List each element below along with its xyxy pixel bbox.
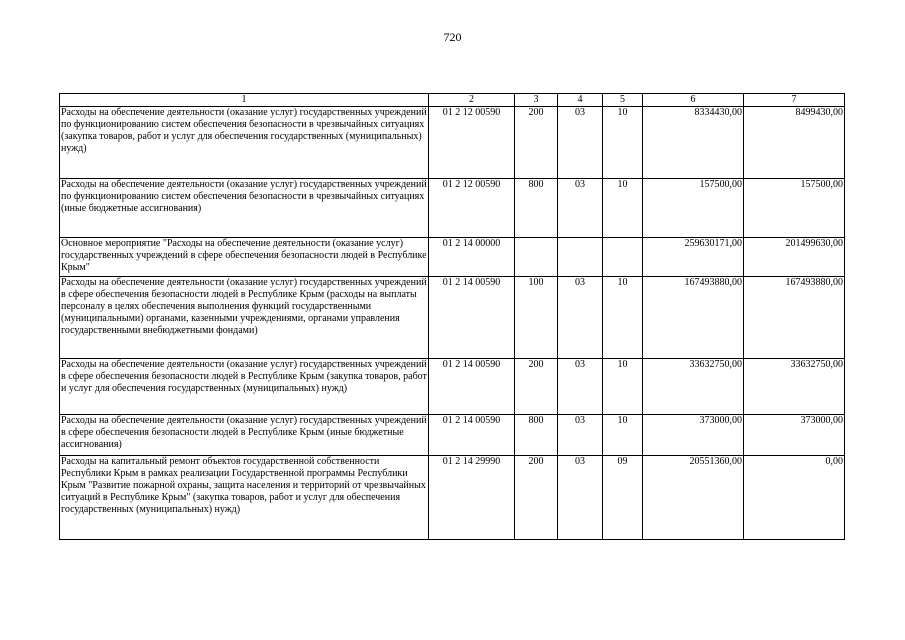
- row-csr-code: 01 2 14 29990: [429, 456, 515, 540]
- header-cell: 2: [429, 94, 515, 107]
- header-cell: 5: [603, 94, 643, 107]
- row-csr-code: 01 2 12 00590: [429, 179, 515, 238]
- row-csr-code: 01 2 14 00590: [429, 277, 515, 359]
- budget-table: [59, 93, 845, 540]
- table-row: [60, 238, 845, 277]
- row-sum-col6: 8334430,00: [643, 107, 744, 179]
- row-vr-code: 800: [515, 415, 558, 456]
- row-description: Расходы на обеспечение деятельности (оказание услуг) государственных учреждений в сфере обеспечения безопасности людей в Республике Крым (закупка товаров, работ и услуг для обеспечения государственных (муниципальных) нужд): [60, 359, 429, 415]
- row-pr-code: [603, 238, 643, 277]
- row-csr-code: 01 2 12 00590: [429, 107, 515, 179]
- row-description: Основное мероприятие "Расходы на обеспечение деятельности (оказание услуг) государственных учреждений в сфере обеспечения безопасности людей в Республике Крым": [60, 238, 429, 277]
- row-sum-col6: 20551360,00: [643, 456, 744, 540]
- row-vr-code: 100: [515, 277, 558, 359]
- row-sum-col7: 373000,00: [744, 415, 845, 456]
- header-cell: 3: [515, 94, 558, 107]
- row-sum-col6: 157500,00: [643, 179, 744, 238]
- row-sum-col6: 373000,00: [643, 415, 744, 456]
- header-cell: 6: [643, 94, 744, 107]
- row-sum-col7: 33632750,00: [744, 359, 845, 415]
- table-row: [60, 456, 845, 540]
- table-row: [60, 107, 845, 179]
- row-rz-code: [558, 238, 603, 277]
- row-vr-code: 200: [515, 456, 558, 540]
- header-cell: 1: [60, 94, 429, 107]
- row-rz-code: 03: [558, 107, 603, 179]
- row-description: Расходы на обеспечение деятельности (оказание услуг) государственных учреждений в сфере обеспечения безопасности людей в Республике Крым (расходы на выплаты персоналу в целях обеспечения выполнения функций государственными (муниципальными) органами, казенными учреждениями, органами управления государственными внебюджетными фондами): [60, 277, 429, 359]
- table-row: [60, 277, 845, 359]
- table-row: [60, 179, 845, 238]
- row-description: Расходы на обеспечение деятельности (оказание услуг) государственных учреждений в сфере обеспечения безопасности людей в Республике Крым (иные бюджетные ассигнования): [60, 415, 429, 456]
- row-csr-code: 01 2 14 00000: [429, 238, 515, 277]
- row-rz-code: 03: [558, 179, 603, 238]
- row-sum-col6: 167493880,00: [643, 277, 744, 359]
- row-rz-code: 03: [558, 359, 603, 415]
- row-csr-code: 01 2 14 00590: [429, 415, 515, 456]
- row-sum-col7: 157500,00: [744, 179, 845, 238]
- row-sum-col7: 8499430,00: [744, 107, 845, 179]
- page-number: 720: [443, 30, 462, 44]
- row-vr-code: 200: [515, 107, 558, 179]
- row-pr-code: 10: [603, 415, 643, 456]
- row-sum-col7: 201499630,00: [744, 238, 845, 277]
- row-csr-code: 01 2 14 00590: [429, 359, 515, 415]
- row-vr-code: [515, 238, 558, 277]
- row-pr-code: 10: [603, 107, 643, 179]
- row-vr-code: 200: [515, 359, 558, 415]
- table-row: [60, 415, 845, 456]
- row-sum-col7: 0,00: [744, 456, 845, 540]
- row-rz-code: 03: [558, 277, 603, 359]
- row-pr-code: 09: [603, 456, 643, 540]
- row-pr-code: 10: [603, 179, 643, 238]
- header-cell: 7: [744, 94, 845, 107]
- table-row: [60, 359, 845, 415]
- row-description: Расходы на капитальный ремонт объектов государственной собственности Республики Крым в рамках реализации Государственной программы Республики Крым "Развитие пожарной охраны, защита населения и территорий от чрезвычайных ситуаций в Республике Крым" (закупка товаров, работ и услуг для обеспечения государственных (муниципальных) нужд): [60, 456, 429, 540]
- row-sum-col6: 33632750,00: [643, 359, 744, 415]
- row-pr-code: 10: [603, 277, 643, 359]
- row-sum-col6: 259630171,00: [643, 238, 744, 277]
- row-description: Расходы на обеспечение деятельности (оказание услуг) государственных учреждений по функционированию систем обеспечения безопасности в чрезвычайных ситуациях (иные бюджетные ассигнования): [60, 179, 429, 238]
- table-header-row: [60, 94, 845, 107]
- row-description: Расходы на обеспечение деятельности (оказание услуг) государственных учреждений по функционированию систем обеспечения безопасности в чрезвычайных ситуациях (закупка товаров, работ и услуг для обеспечения государственных (муниципальных) нужд): [60, 107, 429, 179]
- row-rz-code: 03: [558, 456, 603, 540]
- row-vr-code: 800: [515, 179, 558, 238]
- row-sum-col7: 167493880,00: [744, 277, 845, 359]
- row-rz-code: 03: [558, 415, 603, 456]
- row-pr-code: 10: [603, 359, 643, 415]
- header-cell: 4: [558, 94, 603, 107]
